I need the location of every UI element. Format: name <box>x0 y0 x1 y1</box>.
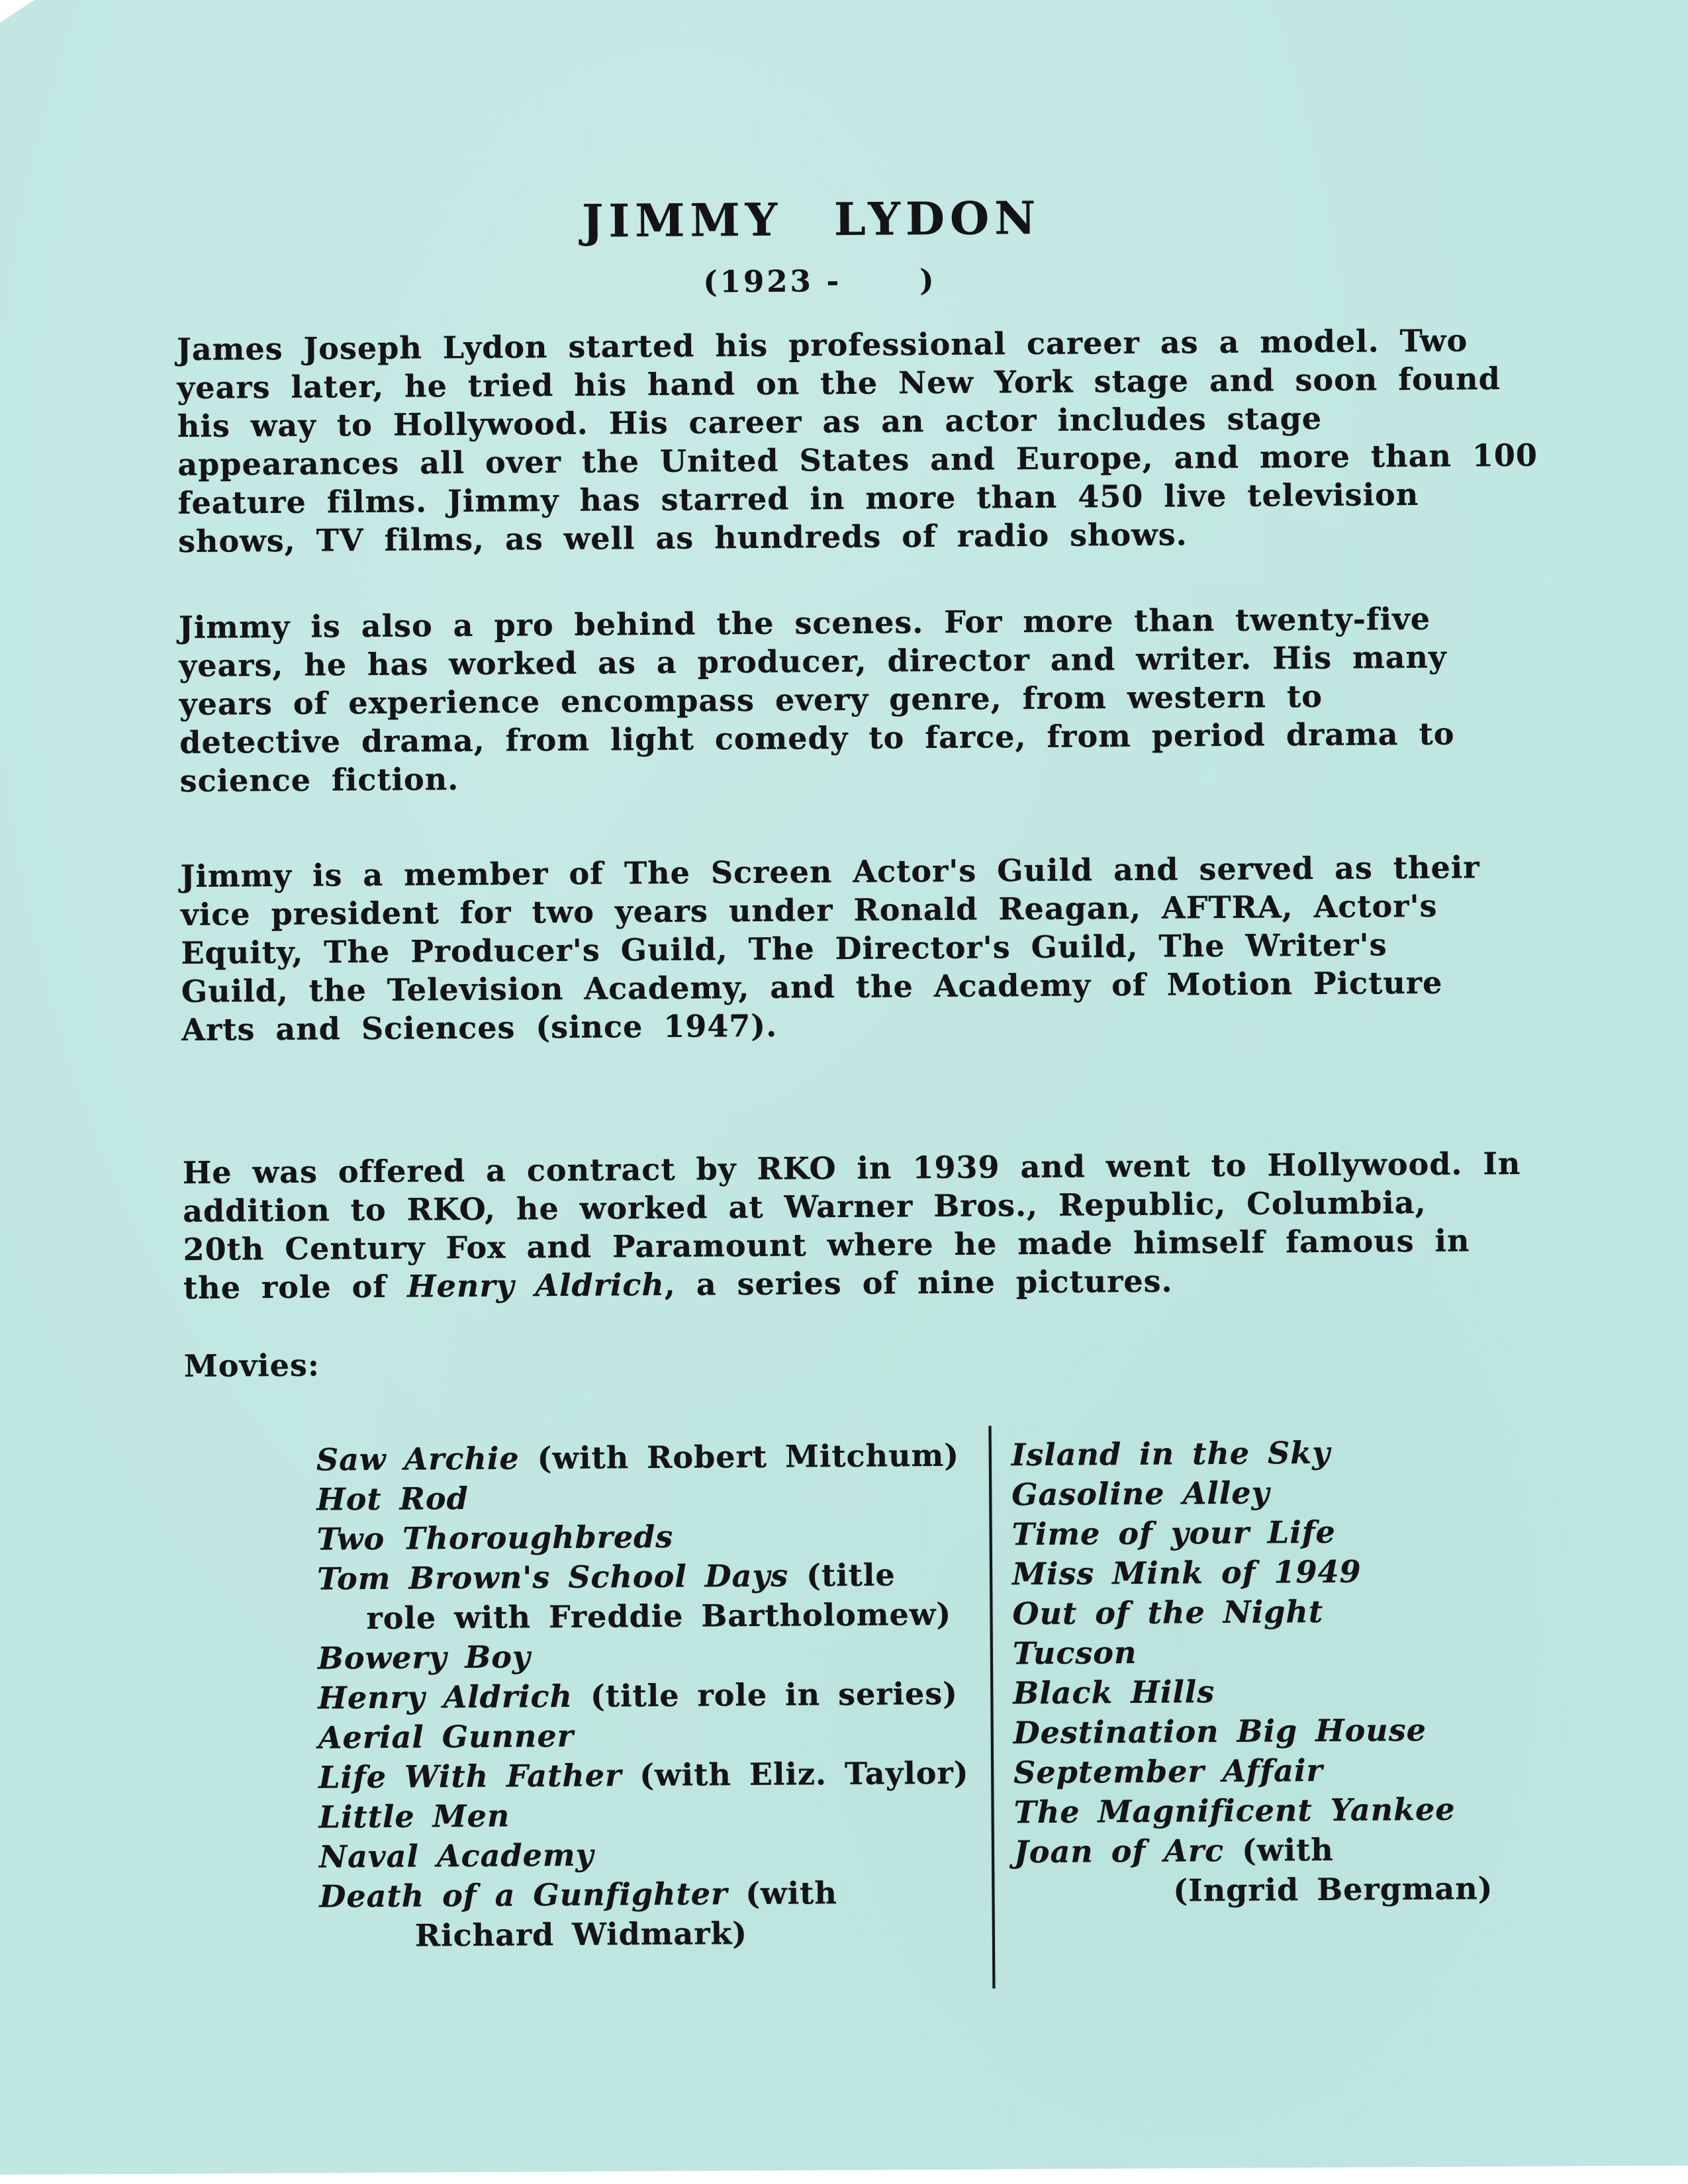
plain-text: He was offered a contract by RKO in 1939 and went to Hollywood. In <box>182 1145 1521 1191</box>
italic-title-text: Saw Archie <box>316 1440 520 1478</box>
movie-entry <box>318 1634 986 1678</box>
movie-entry <box>1012 1549 1674 1594</box>
movie-entry <box>318 1753 987 1797</box>
plain-text: (with <box>1223 1831 1334 1869</box>
page-title: JIMMY LYDON <box>581 191 1041 248</box>
plain-text: feature films. Jimmy has starred in more than 450 live television <box>177 476 1419 522</box>
italic-title-text: Hot Rod <box>316 1480 469 1518</box>
italic-title-text: The Magnificent Yankee <box>1013 1791 1456 1831</box>
movie-entry <box>320 1912 988 1956</box>
movie-entry <box>317 1594 986 1639</box>
movie-entry <box>1013 1668 1675 1713</box>
column-divider <box>989 1426 996 1988</box>
italic-title-text: Aerial Gunner <box>318 1717 575 1756</box>
plain-text: years later, he tried his hand on the New York stage and soon found <box>177 361 1501 406</box>
movie-entry <box>318 1674 986 1718</box>
italic-title-text: Tom Brown's School Days <box>316 1557 789 1597</box>
italic-title-text: Tucson <box>1012 1634 1137 1672</box>
plain-text: Richard Widmark) <box>414 1915 748 1954</box>
plain-text: James Joseph Lydon started his professional career as a model. Two <box>176 322 1468 368</box>
movie-entry <box>317 1555 986 1599</box>
movies-left-column <box>316 1435 988 1956</box>
paragraph <box>179 599 1537 800</box>
movie-entry <box>1013 1708 1675 1752</box>
movie-entry <box>1011 1470 1673 1514</box>
plain-text: (with <box>727 1875 837 1912</box>
italic-title-text: Henry Aldrich <box>406 1266 665 1304</box>
plain-text: (with Eliz. Taylor) <box>622 1754 969 1794</box>
movie-entry <box>1012 1589 1674 1633</box>
italic-title-text: Gasoline Alley <box>1011 1475 1270 1513</box>
plain-text: his way to Hollywood. His career as an actor includes stage <box>177 400 1323 445</box>
movie-entry <box>316 1475 985 1520</box>
movie-entry <box>1013 1788 1675 1832</box>
plain-text: Equity, The Producer's Guild, The Director's Guild, The Writer's <box>181 927 1387 971</box>
italic-title-text: Death of a Gunfighter <box>319 1876 728 1915</box>
italic-title-text: Black Hills <box>1013 1674 1215 1711</box>
movie-entry <box>1013 1748 1675 1792</box>
paragraph <box>180 848 1538 1049</box>
movie-entry <box>1011 1430 1673 1475</box>
movies-right-column <box>1011 1430 1677 1911</box>
italic-title-text: Bowery Boy <box>317 1639 531 1676</box>
italic-title-text: Naval Academy <box>318 1837 594 1875</box>
italic-title-text: Little Men <box>318 1797 510 1835</box>
paragraph <box>183 1144 1541 1307</box>
plain-text: vice president for two years under Ronald Reagan, AFTRA, Actor's <box>180 887 1438 933</box>
italic-title-text: Life With Father <box>318 1757 622 1796</box>
movie-entry <box>316 1515 985 1559</box>
movie-entry <box>1014 1867 1676 1911</box>
plain-text: (Ingrid Bergman) <box>1173 1870 1493 1909</box>
italic-title-text: Two Thoroughbreds <box>316 1518 674 1557</box>
italic-title-text: Time of your Life <box>1011 1514 1336 1553</box>
movie-entry <box>318 1793 987 1837</box>
plain-text: addition to RKO, he worked at Warner Bros., Republic, Columbia, <box>183 1184 1427 1229</box>
italic-title-text: Henry Aldrich <box>318 1678 573 1716</box>
plain-text: 20th Century Fox and Paramount where he made himself famous in <box>183 1222 1470 1267</box>
italic-title-text: September Affair <box>1013 1752 1323 1791</box>
plain-text: Guild, the Television Academy, and the Academy of Motion Picture <box>181 964 1443 1009</box>
italic-title-text: Island in the Sky <box>1011 1434 1331 1473</box>
plain-text: , a series of nine pictures. <box>664 1263 1173 1302</box>
plain-text: appearances all over the United States and Europe, and more than 100 <box>177 437 1538 483</box>
movie-entry <box>1014 1827 1676 1872</box>
italic-title-text: Joan of Arc <box>1013 1833 1225 1870</box>
movie-entry <box>319 1872 988 1917</box>
italic-title-text: Miss Mink of 1949 <box>1011 1553 1362 1592</box>
plain-text: Arts and Sciences (since 1947). <box>181 1007 778 1048</box>
birth-year: (1923 - ) <box>703 262 937 300</box>
plain-text: the role of <box>183 1268 408 1306</box>
plain-text: role with Freddie Bartholomew) <box>366 1596 952 1637</box>
plain-text: years, he has worked as a producer, director and writer. His many <box>179 639 1447 684</box>
plain-text: detective drama, from light comedy to farce, from period drama to <box>179 715 1455 760</box>
italic-title-text: Destination Big House <box>1013 1711 1427 1751</box>
plain-text: science fiction. <box>179 761 459 799</box>
plain-text: (title role in series) <box>572 1675 959 1714</box>
plain-text: Jimmy is a member of The Screen Actor's Guild and served as their <box>180 849 1480 894</box>
plain-text: shows, TV films, as well as hundreds of radio shows. <box>177 516 1188 560</box>
plain-text: Jimmy is also a pro behind the scenes. For more than twenty-five <box>178 600 1431 645</box>
movies-label: Movies: <box>183 1347 320 1384</box>
plain-text: years of experience encompass every genre, from western to <box>179 678 1323 722</box>
movie-entry <box>319 1833 988 1877</box>
title-wrap <box>0 187 1656 252</box>
movie-entry <box>318 1713 987 1758</box>
paragraph <box>176 321 1538 561</box>
movie-entry <box>316 1435 985 1480</box>
plain-text: (with Robert Mitchum) <box>519 1437 960 1477</box>
movie-entry <box>1013 1629 1675 1673</box>
italic-title-text: Out of the Night <box>1012 1593 1324 1632</box>
movie-entry <box>1011 1510 1673 1554</box>
plain-text: (title <box>788 1557 896 1594</box>
